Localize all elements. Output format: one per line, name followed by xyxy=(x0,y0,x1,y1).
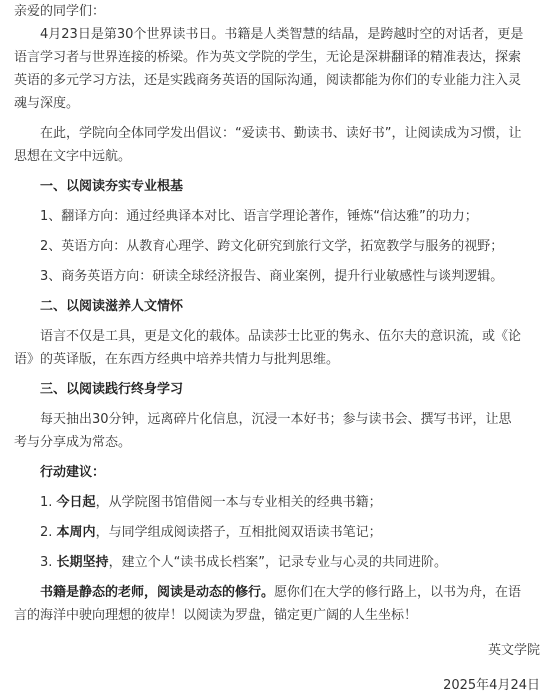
section2-heading: 二、以阅读滋养人文情怀 xyxy=(40,299,184,314)
action-item-prefix: 2. xyxy=(40,525,57,540)
intro-line-3: 英语的多元学习方法，还是实践商务英语的国际沟通，阅读都能为你们的专业能力注入灵 xyxy=(14,73,522,88)
actions-heading: 行动建议： xyxy=(40,465,106,480)
section1-item-3: 3、商务英语方向：研读全球经济报告、商业案例，提升行业敏感性与谈判逻辑。 xyxy=(40,269,504,284)
action-item-text: ，与同学组成阅读搭子，互相批阅双语读书笔记； xyxy=(95,525,382,540)
closing-emphasis: 书籍是静态的老师，阅读是动态的修行。 xyxy=(40,585,275,600)
signature-org: 英文学院 xyxy=(487,643,540,658)
section3-line-2: 考与分享成为常态。 xyxy=(14,435,132,450)
intro-line-2: 语言学习者与世界连接的桥梁。作为英文学院的学生，无论是深耕翻译的精准表达，探索 xyxy=(14,50,522,65)
call-line-2: 思想在文字中远航。 xyxy=(14,149,132,164)
signature-date: 2025年4月24日 xyxy=(443,678,540,693)
closing-text: 愿你们在大学的修行路上，以书为舟，在语 xyxy=(274,585,522,600)
action-item-3 xyxy=(14,551,540,574)
section2-line-2: 语》的英译版，在东西方经典中培养共情力与批判思维。 xyxy=(14,352,340,367)
intro-line-1: 4月23日是第30个世界读书日。书籍是人类智慧的结晶，是跨越时空的对话者，更是 xyxy=(40,27,524,42)
call-line-1: 在此，学院向全体同学发出倡议：“爱读书、勤读书、读好书”，让阅读成为习惯，让 xyxy=(40,126,522,141)
action-item-prefix: 3. xyxy=(40,555,57,570)
section3-line-1: 每天抽出30分钟，远离碎片化信息，沉浸一本好书；参与读书会、撰写书评，让思 xyxy=(40,412,512,427)
section3-heading: 三、以阅读践行终身学习 xyxy=(40,382,184,397)
intro-line-4: 魂与深度。 xyxy=(14,96,80,111)
action-item-emphasis: 本周内 xyxy=(56,525,96,540)
section1-item-1: 1、翻译方向：通过经典译本对比、语言学理论著作，锤炼“信达雅”的功力； xyxy=(40,209,478,224)
action-item-text: ，从学院图书馆借阅一本与专业相关的经典书籍； xyxy=(95,495,382,510)
action-item-emphasis: 今日起 xyxy=(56,495,96,510)
closing-line-1 xyxy=(14,581,540,604)
section2-line-1: 语言不仅是工具，更是文化的载体。品读莎士比亚的隽永、伍尔夫的意识流，或《论 xyxy=(40,329,522,344)
section1-item-2: 2、英语方向：从教育心理学、跨文化研究到旅行文学，拓宽教学与服务的视野； xyxy=(40,239,504,254)
action-item-text: ，建立个人“读书成长档案”，记录专业与心灵的共同进阶。 xyxy=(108,555,448,570)
closing-line-2: 言的海洋中驶向理想的彼岸！以阅读为罗盘，锚定更广阔的人生坐标！ xyxy=(14,608,418,623)
action-item-1 xyxy=(14,491,540,514)
section1-heading: 一、以阅读夯实专业根基 xyxy=(40,179,184,194)
greeting: 亲爱的同学们： xyxy=(14,4,106,19)
action-item-prefix: 1. xyxy=(40,495,57,510)
action-item-emphasis: 长期坚持 xyxy=(56,555,109,570)
action-item-2 xyxy=(14,521,540,544)
